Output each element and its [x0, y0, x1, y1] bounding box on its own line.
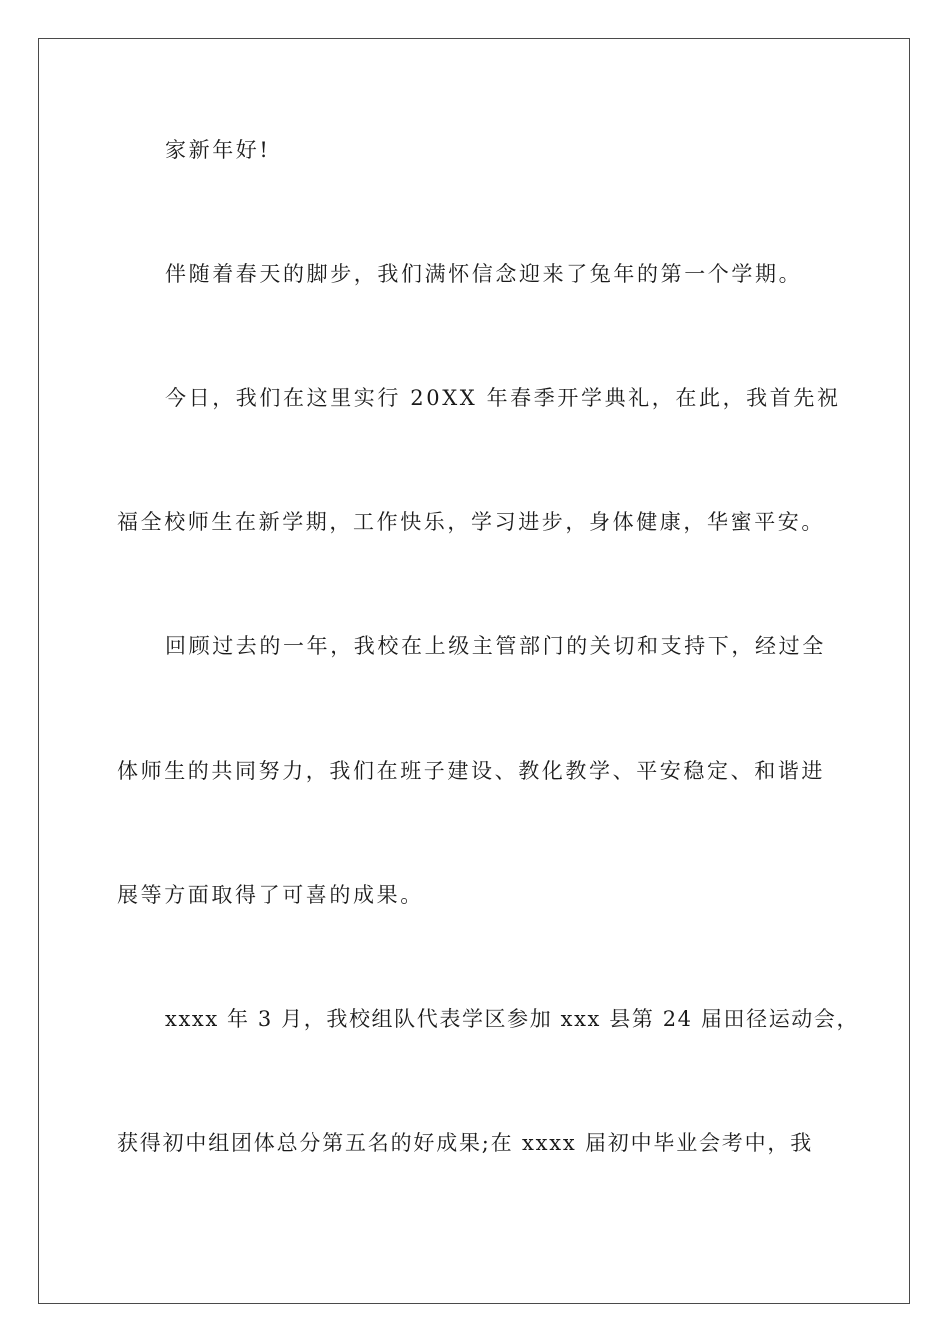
text-line: 今日，我们在这里实行 20XX 年春季开学典礼，在此，我首先祝	[165, 386, 841, 410]
text-line: xxxx 年 3 月，我校组队代表学区参加 xxx 县第 24 届田径运动会，	[165, 1007, 860, 1031]
text-line: 展等方面取得了可喜的成果。	[117, 883, 424, 907]
text-line: 获得初中组团体总分第五名的好成果;在 xxxx 届初中毕业会考中，我	[117, 1131, 813, 1155]
text-line: 体师生的共同努力，我们在班子建设、教化教学、平安稳定、和谐进	[117, 759, 825, 783]
text-line: 伴随着春天的脚步，我们满怀信念迎来了兔年的第一个学期。	[165, 262, 803, 286]
text-line: 家新年好!	[165, 138, 271, 162]
text-line: 回顾过去的一年，我校在上级主管部门的关切和支持下，经过全	[165, 634, 826, 658]
text-line: 福全校师生在新学期，工作快乐，学习进步，身体健康，华蜜平安。	[117, 510, 825, 534]
page-border	[38, 38, 910, 1304]
